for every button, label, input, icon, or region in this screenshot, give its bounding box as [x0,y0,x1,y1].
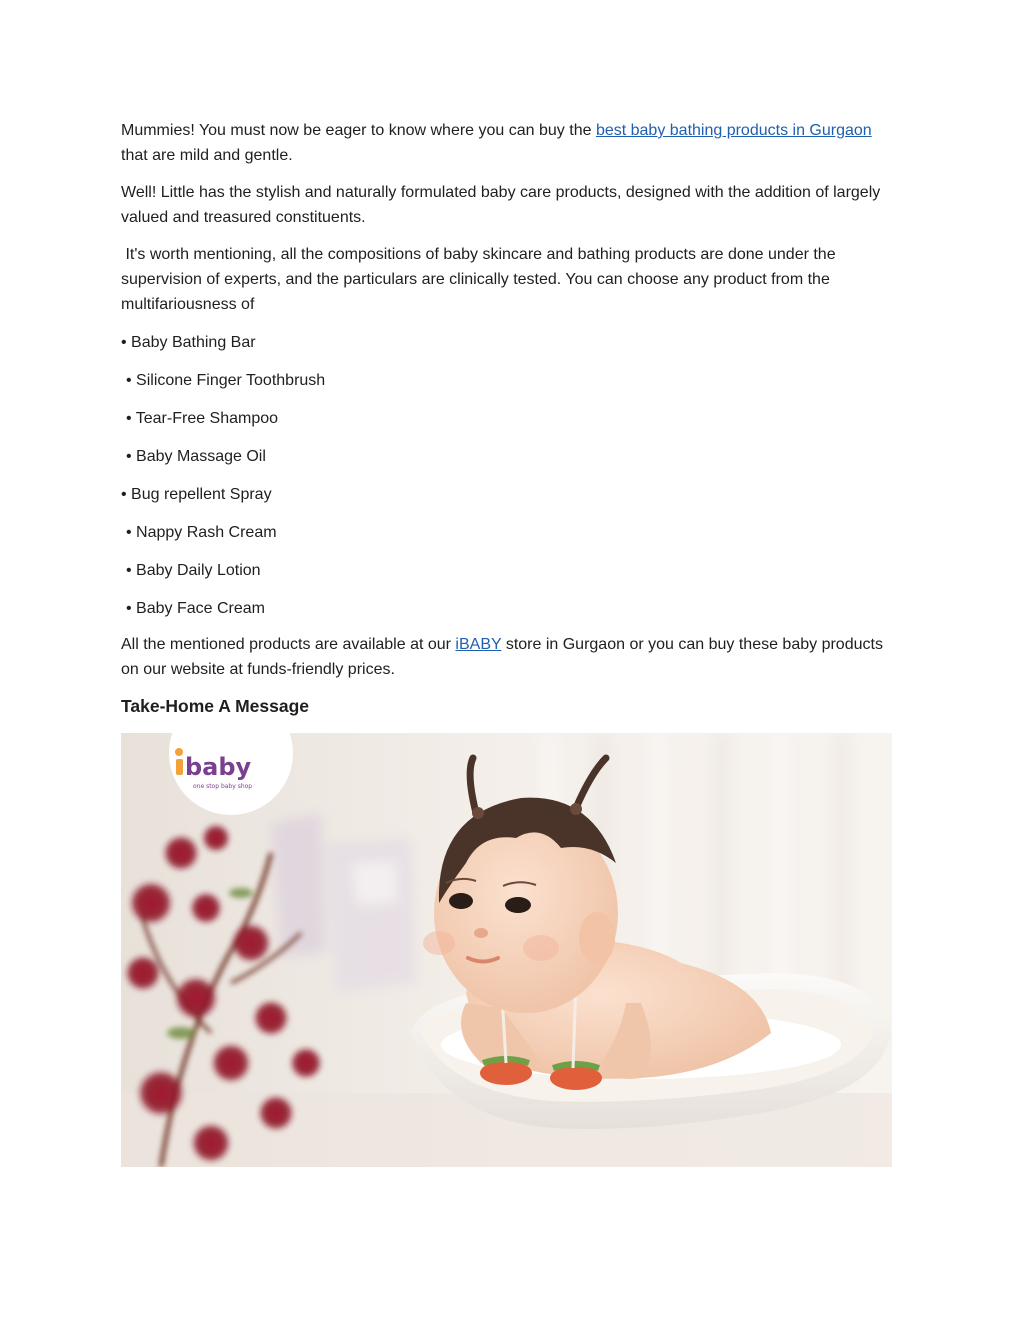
list-item: • Tear-Free Shampoo [126,410,279,427]
section-heading: Take-Home A Message [121,696,310,716]
document-body [121,118,893,718]
formulation-paragraph: Well! Little has the stylish and naturally formulated baby care products, designed with the addition of largely valued and treasured constituents. [121,184,881,226]
list-item: • Baby Face Cream [126,600,265,617]
availability-paragraph [121,632,893,682]
intro-text-before: Mummies! You must now be eager to know where you can buy the [121,122,596,139]
list-item: • Baby Massage Oil [126,448,266,465]
intro-text-after: that are mild and gentle. [121,147,293,164]
intro-paragraph [121,118,893,168]
baby-bath-photo [121,733,892,1167]
logo-i-stem [176,759,183,775]
availability-text-before: All the mentioned products are available at our [121,636,456,653]
list-item: • Nappy Rash Cream [126,524,277,541]
availability-text-after: store in Gurgaon or you can buy these baby products on our website at funds-friendly prices. [121,636,883,678]
photo-illustration [121,733,892,1167]
list-item: • Baby Daily Lotion [126,562,261,579]
bathing-products-link[interactable]: best baby bathing products in Gurgaon [595,122,872,139]
logo-tagline: one stop baby shop [193,783,253,790]
list-item: • Silicone Finger Toothbrush [126,372,326,389]
list-item: • Bug repellent Spray [121,486,272,503]
product-list [121,330,893,621]
ibaby-store-link[interactable]: iBABY [455,636,502,653]
list-item: • Baby Bathing Bar [121,334,256,351]
experts-paragraph: It's worth mentioning, all the compositions of baby skincare and bathing products are done under the supervision of experts, and the particulars are clinically tested. You can choose any product from the multifariousness of [121,246,841,313]
logo-text: baby [185,753,252,781]
